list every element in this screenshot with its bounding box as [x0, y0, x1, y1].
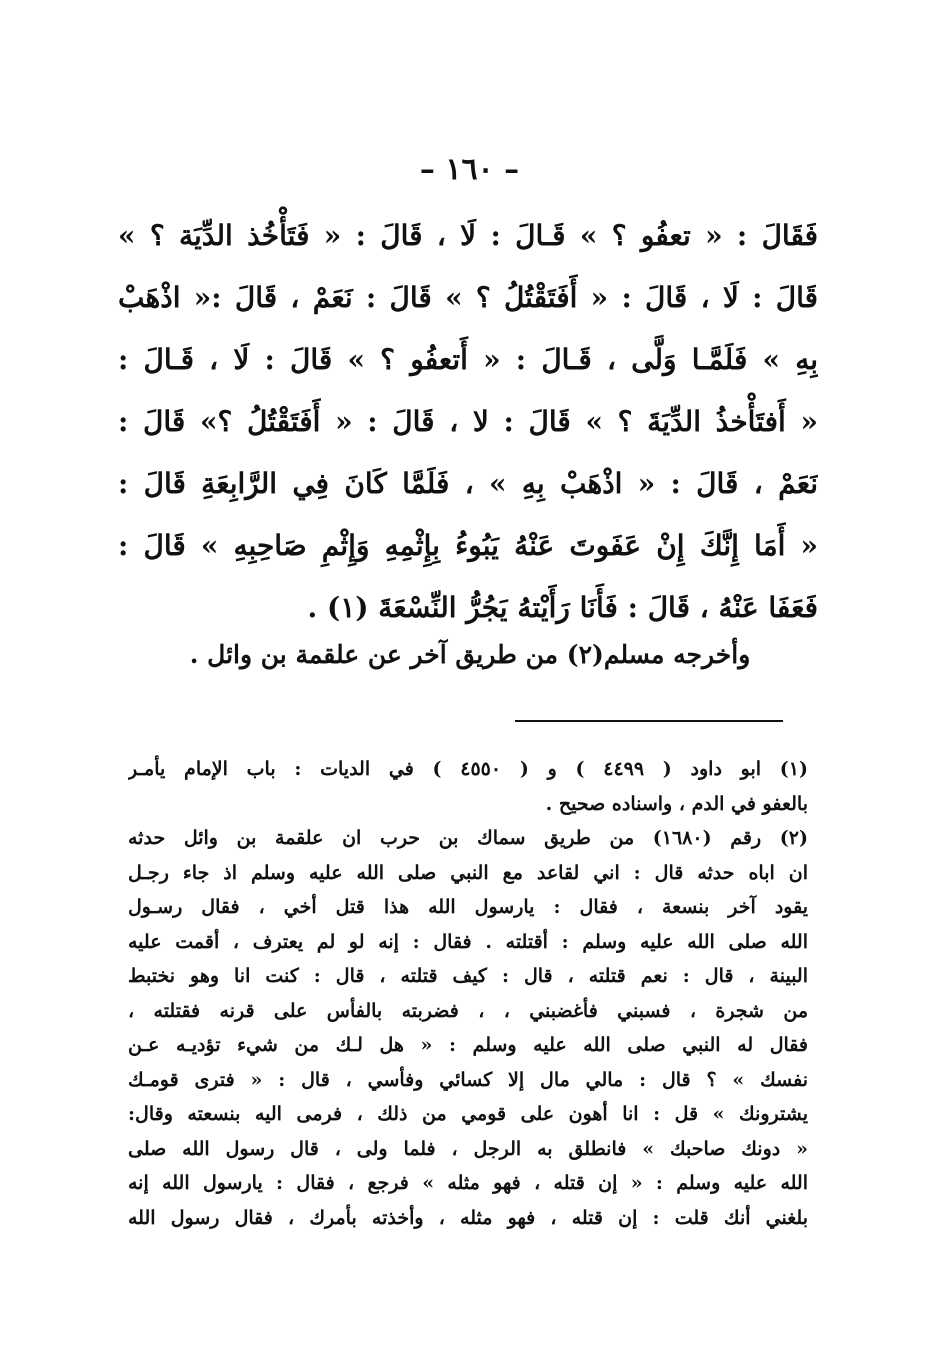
- footnote-line: بلغني أنك قلت : إن قتله ، فهو مثله ، وأخذته بأمرك ، فقال رسول الله: [128, 1206, 808, 1229]
- main-text: [118, 205, 818, 639]
- main-text-line: قَالَ : لَا ، قَالَ : « أَفَتَقْتُلُ ؟ » قَالَ : نَعَمْ ، قَالَ :« اذْهَبْ: [118, 281, 818, 314]
- footnote-line: فقال له النبي صلى الله عليه وسلم : « هل لـك من شيء تؤديـه عـن: [128, 1034, 808, 1056]
- footnote-line: الله عليه وسلم : « إن قتله ، فهو مثله » فرجع ، فقال : يارسول الله إنه: [128, 1172, 808, 1194]
- hadith-source-note: وأخرجه مسلم(٢) من طريق آخر عن علقمة بن وائل .: [189, 640, 751, 669]
- footnote-line: من شجرة ، فسبني فأغضبني ، ، فضربته بالفأس على قرنه فقتلته ،: [128, 999, 808, 1022]
- footnote-line: يشترونك » قل : انا أهون على قومي من ذلك ، فرمى اليه بنسعته وقال:: [128, 1103, 808, 1125]
- footnote-divider: [515, 720, 783, 722]
- main-text-line: « أَمَا إِنَّكَ إِنْ عَفَوتَ عَنْهُ يَبُوءُ بِإِثْمِهِ وَإِثْمِ صَاحِبِهِ » قَالَ :: [118, 529, 818, 562]
- main-text-line: بِهِ » فَلَمَّـا وَلَّى ، قَـالَ : « أَتعفُو ؟ » قَالَ : لَا ، قَـالَ :: [118, 343, 818, 376]
- main-text-line: فَعَفَا عَنْهُ ، قَالَ : فَأَنَا رَأَيْتهُ يَجُرُّ النِّسْعَةَ (١) .: [307, 591, 818, 624]
- footnote-line: الله صلى الله عليه وسلم : أقتلته . فقال : إنه لو لم يعترف ، أقمت عليه: [128, 930, 808, 953]
- main-text-line: « أَفتَأْخذُ الدِّيَةَ ؟ » قَالَ : لا ، قَالَ : « أَفَتَقْتُلُ ؟» قَالَ :: [118, 405, 818, 438]
- footnote-line: ان اباه حدثه قال : اني لقاعد مع النبي صلى الله عليه وسلم اذ جاء رجـل: [128, 861, 808, 884]
- main-text-line: نَعَمْ ، قَالَ : « اذْهَبْ بِهِ » ، فَلَمَّا كَانَ فِي الرَّابِعَةِ قَالَ :: [118, 467, 818, 500]
- footnote-line: البينة ، قال : نعم قتلته ، قال : كيف قتلته ، قال : كنت انا وهو نختبط: [128, 965, 808, 987]
- footnote-line: « دونك صاحبك » فانطلق به الرجل ، فلما ولى ، قال رسول الله صلى: [128, 1137, 808, 1160]
- footnote-line: يقود آخر بنسعة ، فقال : يارسول الله هذا قتل أخي ، فقال رسـول: [128, 896, 808, 918]
- page-number: – ١٦٠ –: [419, 152, 520, 187]
- footnote-line: نفسك » ؟ قال : مالي مال إلا كسائي وفأسي ، قال : « فترى قومـك: [128, 1068, 808, 1091]
- footnotes: [128, 752, 808, 1235]
- footnote-line: (١) ابو داود ( ٤٤٩٩ ) و ( ٤٥٥٠ ) في الديات : باب الإمام يأمـر: [128, 758, 808, 780]
- footnote-line: (٢) رقم (١٦٨٠) من طريق سماك بن حرب ان علقمة بن وائل حدثه: [128, 827, 808, 849]
- footnote-line: بالعفو في الدم ، واسناده صحيح .: [545, 792, 808, 815]
- main-text-line: فَقَالَ : « تعفُو ؟ » قَـالَ : لَا ، قَالَ : « فَتَأْخُذ الدِّيَة ؟ »: [118, 219, 818, 252]
